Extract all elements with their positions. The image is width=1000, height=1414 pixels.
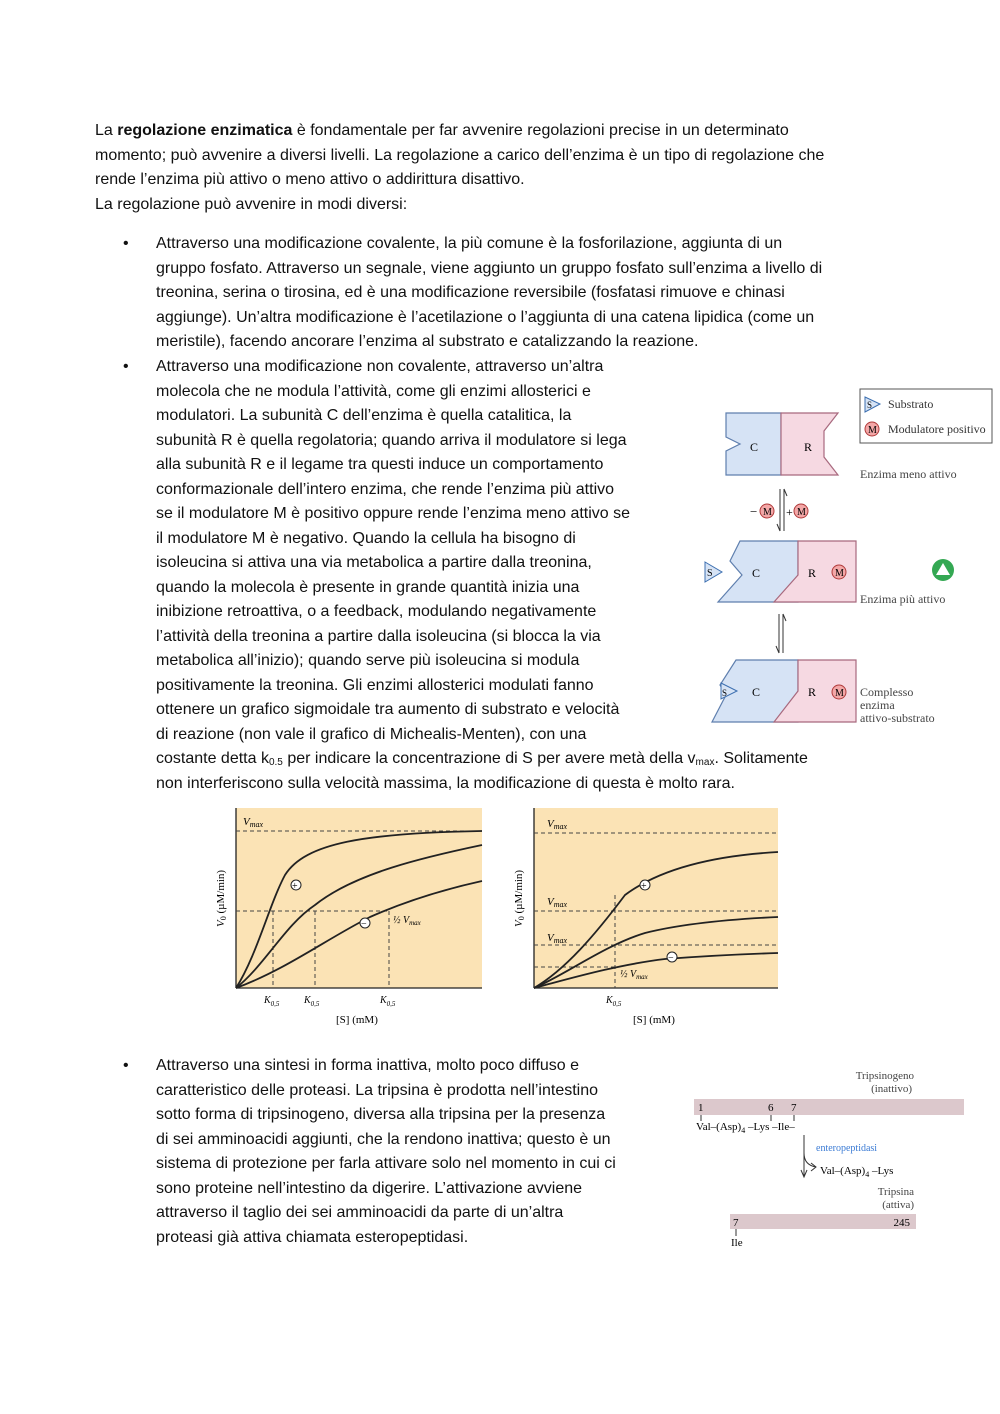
released-peptide: Val–$(Asp)_4$ –Lys [820,1165,894,1179]
svg-text:+: + [292,881,298,892]
svg-text:M: M [797,507,806,518]
legend-substrate: Substrato [888,397,934,411]
svg-text:S: S [722,688,728,698]
svg-text:−: − [750,504,758,519]
y-axis-label: V0 (µM/min) [215,869,228,927]
svg-text:R: R [804,440,813,454]
bullet-marker: • [123,1057,129,1074]
k-negative-label: $K_{0,5}$ [380,995,396,1008]
bold-term: regolazione enzimatica [117,122,293,139]
svg-text:(inattivo): (inattivo) [871,1083,912,1095]
label-tripsinogeno: Tripsinogeno [855,1070,914,1082]
svg-text:(attiva): (attiva) [882,1199,914,1211]
x-axis-label: [S] (mM) [336,1014,378,1026]
allosteric-enzyme-figure [700,385,1000,735]
vmax-label: Vmax [547,896,568,909]
label-complex: Complesso [860,685,914,699]
svg-text:1: 1 [698,1102,704,1114]
half-vmax-label: ½ $V_{max}$ [393,915,421,927]
allosteric-kinetics-graph-vmax [505,805,785,1030]
svg-text:S: S [867,400,873,410]
svg-text:6: 6 [768,1102,774,1114]
svg-text:+: + [641,881,647,892]
svg-text:−: − [668,953,674,964]
svg-text:M: M [868,425,877,436]
vmax-label: Vmax [547,932,568,945]
trypsinogen-bar [694,1099,964,1115]
trypsin-bar [730,1214,916,1229]
y-axis-label: V0 (µM/min) [513,869,526,927]
svg-text:M: M [763,507,772,518]
k-label: $K_{0,5}$ [606,995,622,1008]
sequence-label: Val–$(Asp)_4$ –Lys –Ile– [696,1121,795,1135]
vmax-label: Vmax [243,816,264,829]
svg-text:R: R [808,685,817,699]
bullet-inactive-synthesis: Attraverso una sintesi in forma inattiva, molto poco diffuso e caratteristico delle proteasi. La tripsina è prodotta nell’intestino sotto forma di tripsinogeno, diversa alla tripsina per la presenza di sei amminoacidi aggiunti, che la rendono inattiva; questo è un sistema di protezione per farla attivare solo nel momento in cui ci sono proteine nell’intestino da digerire. L’attivazione avviene attraverso il taglio dei sei amminoacidi da parte di un’altra proteasi già attiva chiamata esteropeptidasi. [156,1057,616,1246]
trypsinogen-activation-figure [690,1065,970,1255]
svg-text:+: + [786,505,793,519]
bullet-marker: • [123,358,129,375]
svg-text:C: C [750,440,759,454]
svg-text:enzima: enzima [860,698,895,712]
k-label: $K_{0,5}$ [304,995,320,1008]
svg-text:7: 7 [791,1102,797,1114]
bullet-marker: • [123,235,129,252]
label-less-active: Enzima meno attivo [860,467,957,481]
svg-text:C: C [752,566,761,580]
svg-text:C: C [752,685,761,699]
svg-text:245: 245 [893,1217,910,1229]
allosteric-kinetics-graph-k [205,805,490,1030]
svg-text:7: 7 [733,1217,739,1229]
bullet-noncovalent: Attraverso una modificazione non covalente, attraverso un’altra molecola che ne modula l’attività, come gli enzimi allosterici e modulatori. La subunità C dell’enzima è quella catalitica, la subunità R è quella regolatoria; quando arriva il modulatore si lega alla subunità R e il legame tra questi induce un comportamento conformazionale dell’intero enzima, che rende l’enzima più attivo se il modulatore M è positivo oppure rende l’enzima meno attivo se il modulatore M è negativo. Quando la cellula ha bisogno di isoleucina si attiva una via metabolica a partire dalla treonina, quando la molecola è presente in grande quantità inizia una inibizione retroattiva, o a feedback, modulando negativamente l’attività della treonina a partire dalla isoleucina (si blocca la via metabolica all’inizio); quando serve più isoleucina si modula positivamente la treonina. Gli enzimi allosterici modulati fanno ottenere un grafico sigmoidale tra aumento di substrato e velocità di reazione (non vale il grafico di Michealis-Menten), con una costante detta $k_{0.5}$ per indicare la concentrazione di S per avere metà della $v_{max}$. Solitamente non interferiscono sulla velocità massima, la modificazione di questa è molto rara. [156,358,808,792]
bullet-covalent: Attraverso una modificazione covalente, la più comune è la fosforilazione, aggiunta di un gruppo fosfato. Attraverso un segnale, viene aggiunto un gruppo fosfato sull’enzima a livello di treonina, serina o tirosina, ed è una modificazione reversibile (fosfatasi rimuove e chinasi aggiunge). Un’altra modificazione è l’acetilazione o l’aggiunta di una catena lipidica (come un meristile), facendo ancorare l’enzima al substrato e catalizzando la reazione. [156,235,823,350]
svg-text:M: M [835,568,844,579]
intro-list-lead: La regolazione può avvenire in modi diversi: [95,195,408,213]
vmax-label: Vmax [547,818,568,831]
x-axis-label: [S] (mM) [633,1014,675,1026]
k-positive-label: $K_{0,5}$ [264,995,280,1008]
label-tripsina: Tripsina [877,1186,914,1198]
half-vmax-label: ½ $V_{max}$ [620,969,648,981]
svg-text:Ile: Ile [731,1237,743,1249]
legend-modulator: Modulatore positivo [888,422,986,436]
svg-text:−: − [361,919,367,930]
svg-text:attivo-substrato: attivo-substrato [860,711,935,725]
enzyme-label: enteropeptidasi [816,1143,878,1154]
svg-text:S: S [707,568,713,579]
intro-paragraph: La regolazione enzimatica è fondamentale per far avvenire regolazioni precise in un determinato momento; può avvenire a diversi livelli. La regolazione a carico dell’enzima è un tipo di regolazione che rende l’enzima più attivo o meno attivo o addirittura disattivo. La regolazione può avvenire in modi diversi: [95,119,935,217]
svg-text:R: R [808,566,817,580]
label-more-active: Enzima più attivo [860,592,946,606]
svg-text:M: M [835,688,844,699]
